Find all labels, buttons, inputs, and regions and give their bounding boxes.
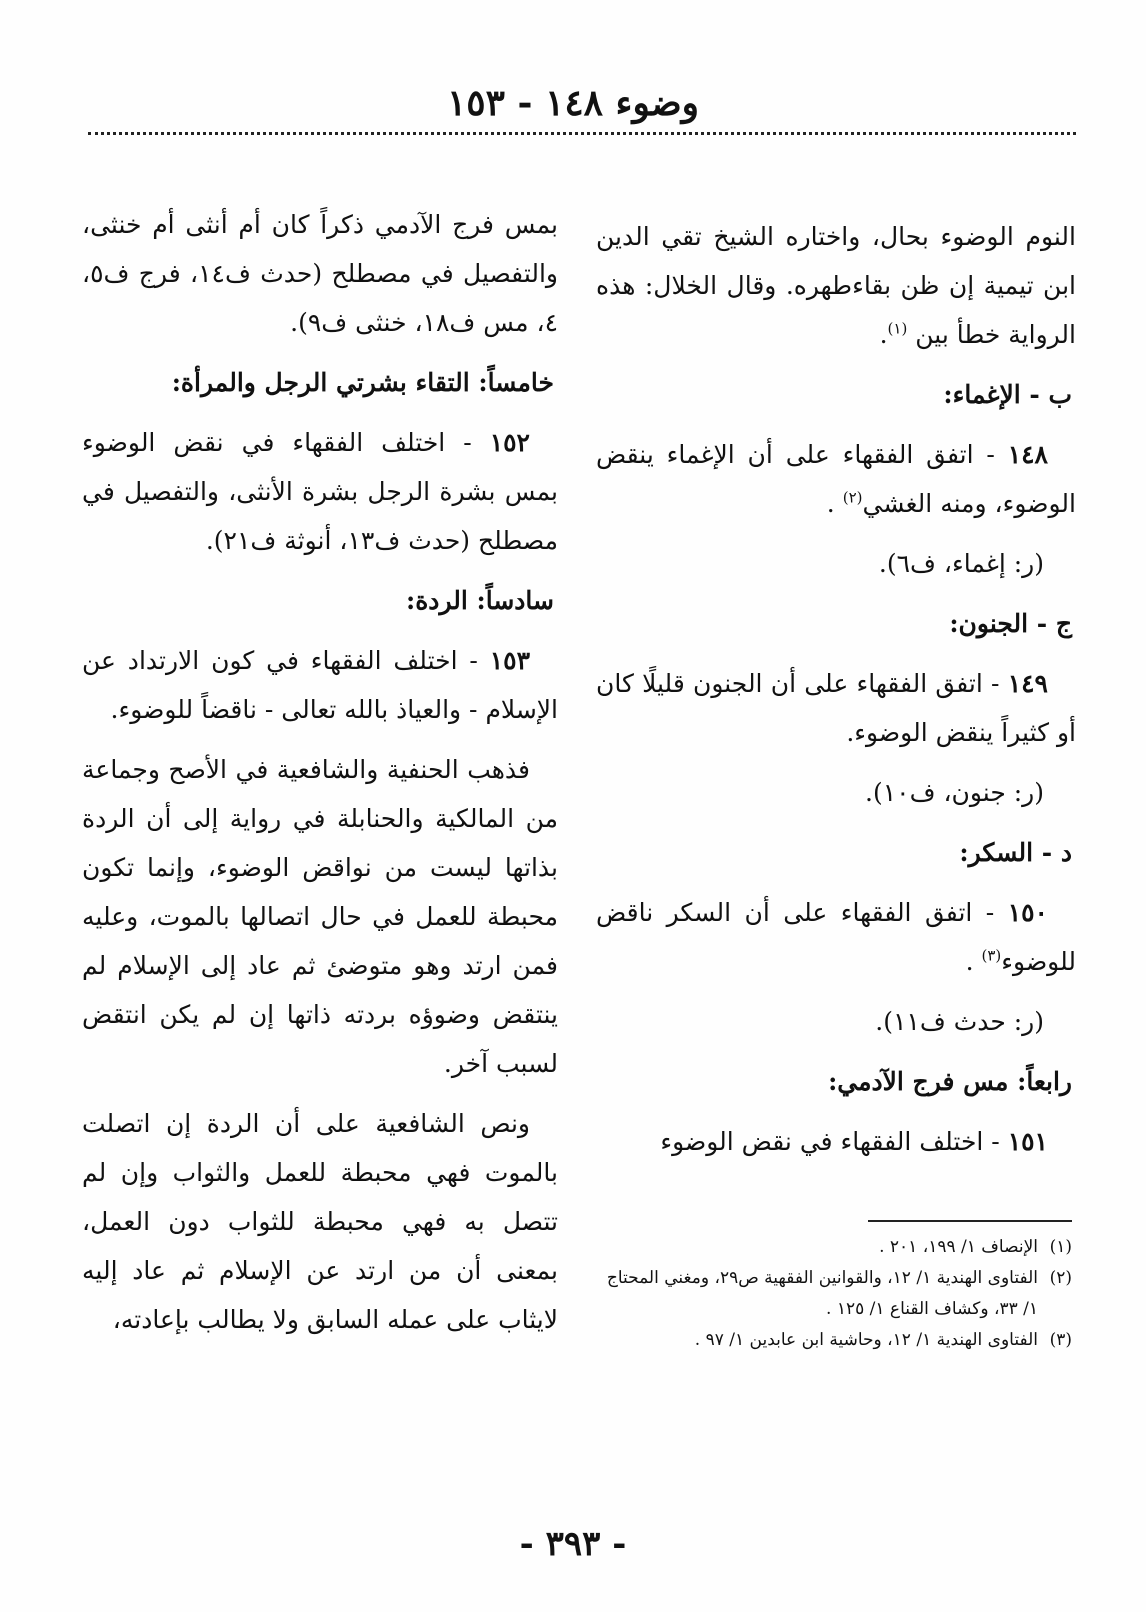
- section-heading-5: خامساً: التقاء بشرتي الرجل والمرأة:: [171, 368, 554, 397]
- section-heading-6: سادساً: الردة:: [405, 586, 554, 615]
- paragraph-hanafi: فذهب الحنفية والشافعية في الأصح وجماعة من المالكية والحنابلة في رواية إلى أن الردة بذاتها ليست من نواقض الوضوء، وإنما تكون محبطة للعمل في حال اتصالها بالموت، وعليه فمن ارتد وهو متوضئ ثم عاد إلى الإسلام لم ينتقض وضوؤه بردته ذاتها إن لم يكن انتقض لسبب آخر.: [82, 755, 558, 1078]
- paragraph-number: ١٥٢: [489, 428, 530, 457]
- paragraph-text: - اتفق الفقهاء على أن الجنون قليلًا كان أو كثيراً ينقض الوضوء.: [596, 669, 1076, 747]
- footnote-marker: (٢): [1049, 1268, 1072, 1288]
- cross-reference: (ر: حدث ف١١).: [875, 1007, 1044, 1036]
- paragraph-text: النوم الوضوء بحال، واختاره الشيخ تقي الدين ابن تيمية إن ظن بقاءطهره. وقال الخلال: هذه الرواية خطأ بين: [596, 222, 1076, 349]
- paragraph-number: ١٥١: [1007, 1127, 1048, 1156]
- paragraph-shafii: ونص الشافعية على أن الردة إن اتصلت بالموت فهي محبطة للعمل والثواب وإن لم تتصل به فهي محبطة للثواب دون العمل، بمعنى أن من ارتد عن الإسلام ثم عاد إليه لايثاب على عمله السابق ولا يطالب بإعادته،: [82, 1109, 558, 1334]
- footnote-item: [596, 1232, 1072, 1263]
- paragraph-text: - اختلف الفقهاء في نقض الوضوء: [660, 1127, 1000, 1156]
- section-heading-d: د - السكر:: [959, 838, 1072, 867]
- footnotes: [596, 1232, 1072, 1356]
- paragraph-text: - اتفق الفقهاء على أن السكر ناقض للوضوء: [596, 898, 1076, 976]
- footnote-text: الفتاوى الهندية ١/ ١٢، والقوانين الفقهية ص٢٩، ومغني المحتاج ١/ ٣٣، وكشاف القناع ١/ ١٢٥ .: [606, 1268, 1038, 1319]
- paragraph-151-continuation: بمس فرج الآدمي ذكراً كان أم أنثى أم خنثى، والتفصيل في مصطلح (حدث ف١٤، فرج ف٥، ٤، مس ف١٨، خنثى ف٩).: [82, 210, 558, 337]
- footnote-item: [596, 1325, 1072, 1356]
- header-dotted-rule: [88, 132, 1076, 135]
- right-column: [596, 212, 1076, 1177]
- paragraph-number: ١٥٠: [1007, 898, 1048, 927]
- footnote-item: [596, 1263, 1072, 1325]
- paragraph-152: [82, 418, 558, 565]
- footnote-ref: (١): [887, 319, 908, 338]
- paragraph-text: - اختلف الفقهاء في نقض الوضوء بمس بشرة الرجل بشرة الأنثى، والتفصيل في مصطلح (حدث ف١٣، أنوثة ف٢١).: [82, 428, 558, 555]
- paragraph-number: ١٤٨: [1007, 440, 1048, 469]
- paragraph-148: ١٤٨ - اتفق الفقهاء على أن الإغماء ينقض الوضوء، ومنه الغشي$^{(٢)}$ .: [596, 440, 1076, 518]
- footnote-marker: (٣): [1049, 1330, 1072, 1350]
- paragraph-continuation: النوم الوضوء بحال، واختاره الشيخ تقي الدين ابن تيمية إن ظن بقاءطهره. وقال الخلال: هذه الرواية خطأ بين $^{(١)}$.: [596, 222, 1076, 349]
- footnote-marker: (١): [1049, 1237, 1072, 1257]
- cross-reference: (ر: إغماء، ف٦).: [878, 549, 1044, 578]
- footnote-ref: (٢): [842, 488, 863, 507]
- paragraph-number: ١٤٩: [1007, 669, 1048, 698]
- section-heading-j: ج - الجنون:: [949, 609, 1072, 638]
- footnote-text: الفتاوى الهندية ١/ ١٢، وحاشية ابن عابدين ١/ ٩٧ .: [694, 1330, 1038, 1350]
- section-heading-4: رابعاً: مس فرج الآدمي:: [828, 1067, 1072, 1096]
- section-heading-b: ب - الإغماء:: [943, 380, 1072, 409]
- footnote-ref: (٣): [981, 946, 1002, 965]
- footnote-text: الإنصاف ١/ ١٩٩، ٢٠١ .: [879, 1237, 1038, 1257]
- cross-reference: (ر: جنون، ف١٠).: [865, 778, 1044, 807]
- paragraph-text: - اتفق الفقهاء على أن الإغماء ينقض الوضوء، ومنه الغشي: [596, 440, 1076, 518]
- paragraph-149: [596, 659, 1076, 757]
- page-header-title: وضوء ١٤٨ - ١٥٣: [446, 82, 700, 124]
- paragraph-153: [82, 636, 558, 734]
- paragraph-150: ١٥٠ - اتفق الفقهاء على أن السكر ناقض للوضوء$^{(٣)}$ .: [596, 898, 1076, 976]
- paragraph-151: [596, 1117, 1076, 1166]
- paragraph-text: - اختلف الفقهاء في كون الارتداد عن الإسلام - والعياذ بالله تعالى - ناقضاً للوضوء.: [82, 646, 558, 724]
- footnote-separator: [868, 1220, 1072, 1222]
- page-number: - ٣٩٣ -: [519, 1524, 627, 1564]
- paragraph-number: ١٥٣: [489, 646, 531, 675]
- left-column: [82, 200, 558, 1355]
